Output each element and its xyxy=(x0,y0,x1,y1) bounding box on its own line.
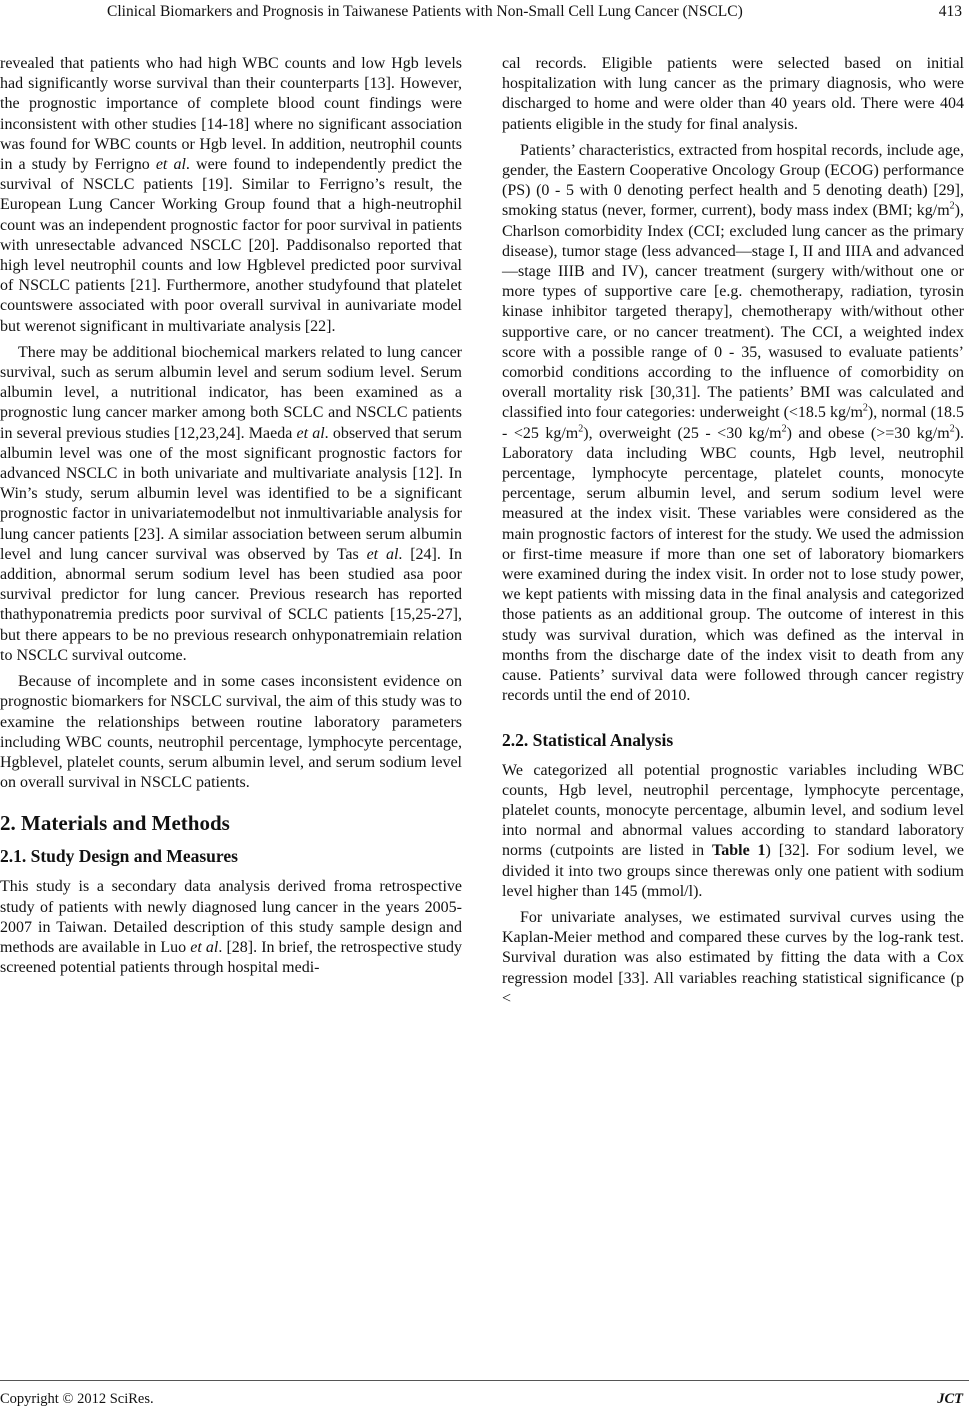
page-number: 413 xyxy=(938,3,962,20)
paragraph: We categorized all potential prognostic variables including WBC counts, Hgb level, neutrophil percentage, lymphocyte percentage, platelet counts, monocyte percentage, albumin level, and sodium level into normal and abnormal values according to standard laboratory norms (cutpoints are listed in Table 1) [32]. For sodium level, we divided it into two groups since therewas only one patient with sodium level higher than 145 (mmol/l). xyxy=(502,761,964,900)
paragraph: This study is a secondary data analysis derived froma retrospective study of patients with newly diagnosed lung cancer in the years 2005-2007 in Taiwan. Detailed description of this study sample design and methods are available in Luo et al. [28]. In brief, the retrospective study screened potential patients through hospital medi- xyxy=(0,878,463,977)
running-title: Clinical Biomarkers and Prognosis in Taiwanese Patients with Non-Small Cell Lung Cancer (NSCLC) xyxy=(107,3,743,20)
paragraph: For univariate analyses, we estimated survival curves using the Kaplan-Meier method and compared these curves by the log-rank test. Survival duration was also estimated by fitting the data with a Cox regression model [33]. All variables reaching statistical significance (p < xyxy=(502,908,964,1007)
subsection-heading: 2.1. Study Design and Measures xyxy=(0,846,238,867)
subsection-heading: 2.2. Statistical Analysis xyxy=(502,729,674,750)
paragraph: cal records. Eligible patients were selected based on initial hospitalization with lung cancer as the primary diagnosis, who were discharged to home and were older than 40 years old. There were 404 patients eligible in the study for final analysis. xyxy=(502,55,964,133)
page-footer xyxy=(0,1380,969,1415)
paragraph: Because of incomplete and in some cases inconsistent evidence on prognostic biomarkers for NSCLC survival, the aim of this study was to examine the relationships between routine laboratory parameters including WBC counts, neutrophil percentage, lymphocyte percentage, Hgblevel, platelet counts, serum albumin level, and serum sodium level on overall survival in NSCLC patients. xyxy=(0,673,462,792)
paragraph: There may be additional biochemical markers related to lung cancer survival, such as serum albumin level and serum sodium level. Serum albumin level, a nutritional indicator, has been examined as a prognostic lung cancer marker among both SCLC and NSCLC patients in several previous studies [12,23,24]. Maeda et al. observed that serum albumin level was one of the most significant prognostic factors for advanced NSCLC in both univariate and multivariate analysis [12]. In Win’s study, serum albumin level was identified to be a significant prognostic factor in univariatemodelbut not inmultivariable analysis for lung cancer patients [23]. A similar association between serum albumin level and lung cancer survival was observed by Tas et al. [24]. In addition, abnormal serum sodium level has been studied asa poor survival predictor for lung cancer. Previous research has reported thathyponatremia predicts poor survival of SCLC patients [15,25-27], but there appears to be no previous research onhyponatremiain relation to NSCLC survival outcome. xyxy=(0,343,463,664)
section-heading: 2. Materials and Methods xyxy=(0,811,230,836)
paragraph: revealed that patients who had high WBC counts and low Hgb levels had significantly worse survival than their counterparts [13]. However, the prognostic importance of complete blood count findings were inconsistent with other studies [14-18] where no significant association was found for WBC counts or Hgb level. In addition, neutrophil counts in a study by Ferrigno et al. were found to independently predict the survival of NSCLC patients [19]. Similar to Ferrigno’s result, the European Lung Cancer Working Group found that a high-neutrophil count was an independent prognostic factor for poor survival in patients with unresectable advanced NSCLC [20]. Paddisonalso reported that high level neutrophil counts and low Hgblevel predicted poor survival of NSCLC patients [21]. Furthermore, another studyfound that platelet countswere associated with poor overall survival in aunivariate model but werenot significant in multivariate analysis [22]. xyxy=(0,55,462,335)
paragraph: Patients’ characteristics, extracted from hospital records, include age, gender, the Eastern Cooperative Oncology Group (ECOG) performance (PS) (0 - 5 with 0 denoting perfect health and 5 denoting death) [29], smoking status (never, former, current), body mass index (BMI; $kg/m^2$), Charlson comorbidity Index (CCI; excluded lung cancer as the primary disease), tumor stage (less advanced—stage I, II and IIIA and advanced—stage IIIB and IV), cancer treatment (surgery with/without one or more types of supportive care [e.g. chemotherapy, radiation, tyrosin kinase inhibitor targeted therapy], chemotherapy with/without other supportive care, or no cancer treatment). The CCI, a weighted index score with a possible range of 0 - 35, wasused to evaluate patients’ comorbid conditions according to the influence of comorbidity on overall mortality risk [30,31]. The patients’ BMI was calculated and classified into four categories: underweight (<18.5 $kg/m^2$), normal (18.5 - <25 $kg/m^2$), overweight (25 - <30 $kg/m^2$) and obese (>=30 $kg/m^2$). Laboratory data including WBC counts, Hgb level, neutrophil percentage, lymphocyte percentage, platelet counts, monocyte percentage, serum albumin level, and serum sodium level were measured at the index visit. These variables were considered as the main prognostic factors of interest for the study. We used the admission or first-time measure if more than one set of laboratory biomarkers were examined during the index visit. In order not to lose study power, we kept patients with missing data in the final analysis and categorized those patients as an additional group. The outcome of interest in this study was survival duration, which was defined as the interval in months from the discharge date of the index visit to death from any cause. Patients’ survival data were followed through cancer registry records until the end of 2010. xyxy=(502,141,965,705)
journal-abbrev: JCT xyxy=(937,1391,963,1407)
page-header xyxy=(0,0,969,34)
right-column xyxy=(502,54,964,1009)
copyright-text: Copyright © 2012 SciRes. xyxy=(0,1391,154,1407)
left-column xyxy=(0,54,462,978)
